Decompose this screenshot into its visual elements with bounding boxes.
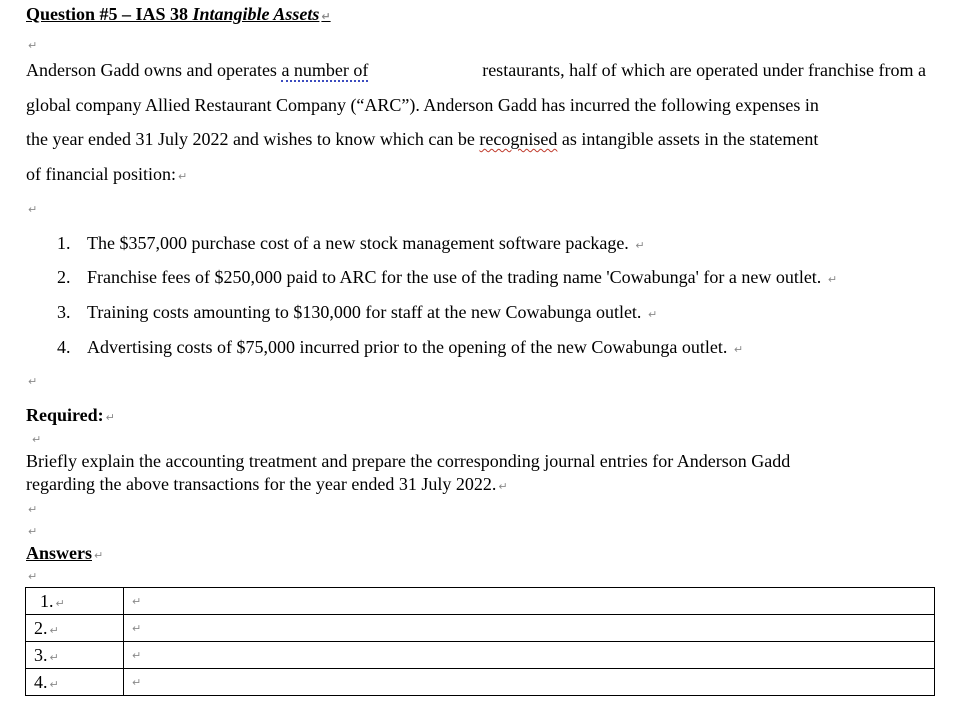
table-cell-number[interactable] xyxy=(26,615,124,642)
intro-text: the year ended 31 July 2022 and wishes to know which can be xyxy=(26,129,480,149)
required-heading-text: Required: xyxy=(26,405,104,425)
empty-paragraph xyxy=(26,200,37,218)
paragraph-mark-icon: ↵ xyxy=(28,570,38,583)
cell-mark-icon: ↵ xyxy=(49,650,59,664)
table-cell-answer[interactable]: ↵ xyxy=(124,615,935,642)
intro-text: global company Allied Restaurant Company (“ARC”). Anderson Gadd has incurred the following expenses in xyxy=(26,95,819,115)
empty-paragraph xyxy=(26,500,37,518)
paragraph-mark-icon: ↵ xyxy=(635,239,645,252)
empty-paragraph xyxy=(26,36,37,54)
paragraph-mark-icon: ↵ xyxy=(647,308,658,321)
paragraph-mark-icon: ↵ xyxy=(321,10,331,23)
list-text: Franchise fees of $250,000 paid to ARC for the use of the trading name 'Cowabunga' for a new outlet. xyxy=(87,267,826,287)
title-italic: Intangible Assets xyxy=(192,4,320,24)
paragraph-mark-icon: ↵ xyxy=(498,480,508,493)
table-cell-answer[interactable]: ↵ xyxy=(124,669,935,696)
question-title xyxy=(26,4,331,25)
row-number: 2. xyxy=(34,617,48,638)
intro-line-4 xyxy=(26,164,926,185)
row-number: 4. xyxy=(34,671,48,692)
table-cell-answer[interactable]: ↵ xyxy=(124,642,935,669)
table-row xyxy=(26,642,935,669)
list-number: 2. xyxy=(57,267,71,287)
intro-line-3 xyxy=(26,129,926,150)
list-number: 1. xyxy=(57,233,71,253)
empty-paragraph xyxy=(30,430,41,448)
list-number: 4. xyxy=(57,337,71,357)
list-item xyxy=(57,337,743,358)
cell-mark-icon: ↵ xyxy=(49,623,59,637)
paragraph-mark-icon: ↵ xyxy=(105,411,115,424)
answers-heading-text: Answers xyxy=(26,543,92,563)
required-text: regarding the above transactions for the year ended 31 July 2022. xyxy=(26,474,497,494)
paragraph-mark-icon: ↵ xyxy=(28,503,38,516)
spelling-flag-word[interactable]: recognised xyxy=(479,129,558,149)
list-item xyxy=(57,267,837,288)
table-cell-number[interactable] xyxy=(26,669,124,696)
required-line-2 xyxy=(26,474,508,495)
empty-paragraph xyxy=(26,372,37,390)
empty-paragraph xyxy=(26,522,37,540)
paragraph-mark-icon: ↵ xyxy=(28,375,38,388)
answers-table xyxy=(25,587,935,696)
paragraph-mark-icon: ↵ xyxy=(28,203,38,216)
title-prefix: Question #5 – IAS 38 xyxy=(26,4,193,24)
intro-text: of financial position: xyxy=(26,164,176,184)
empty-paragraph xyxy=(26,567,37,585)
required-line-1 xyxy=(26,451,790,472)
intro-text: as intangible assets in the statement xyxy=(557,129,819,149)
table-cell-number[interactable] xyxy=(26,588,124,615)
table-row xyxy=(26,669,935,696)
required-text: Briefly explain the accounting treatment and prepare the corresponding journal entries for Anderson Gadd xyxy=(26,451,791,471)
grammar-flag-phrase[interactable]: a number of xyxy=(281,60,369,80)
list-item xyxy=(57,302,657,323)
table-row xyxy=(26,615,935,642)
paragraph-mark-icon: ↵ xyxy=(28,39,38,52)
table-cell-answer[interactable]: ↵ xyxy=(124,588,935,615)
list-text: The $357,000 purchase cost of a new stock management software package. xyxy=(87,233,634,253)
intro-text: Anderson Gadd owns and operates xyxy=(26,60,282,80)
table-row xyxy=(26,588,935,615)
row-number: 1. xyxy=(40,590,54,611)
intro-text: restaurants, half of which are operated under franchise from a xyxy=(477,60,926,80)
intro-line-1 xyxy=(26,60,926,81)
answers-heading xyxy=(26,543,103,564)
list-text: Advertising costs of $75,000 incurred prior to the opening of the new Cowabunga outlet. xyxy=(87,337,732,357)
row-number: 3. xyxy=(34,644,48,665)
paragraph-mark-icon: ↵ xyxy=(177,170,188,183)
paragraph-mark-icon: ↵ xyxy=(28,525,38,538)
paragraph-mark-icon: ↵ xyxy=(733,343,744,356)
paragraph-mark-icon: ↵ xyxy=(32,433,42,446)
intro-line-2 xyxy=(26,95,926,116)
intro-line-1-text xyxy=(26,60,368,81)
paragraph-mark-icon: ↵ xyxy=(827,273,838,286)
list-number: 3. xyxy=(57,302,71,322)
paragraph-mark-icon: ↵ xyxy=(94,549,104,562)
cell-mark-icon: ↵ xyxy=(49,677,59,691)
table-cell-number[interactable] xyxy=(26,642,124,669)
list-text: Training costs amounting to $130,000 for staff at the new Cowabunga outlet. xyxy=(87,302,646,322)
required-heading xyxy=(26,405,115,426)
list-item xyxy=(57,233,645,254)
cell-mark-icon: ↵ xyxy=(55,596,65,610)
